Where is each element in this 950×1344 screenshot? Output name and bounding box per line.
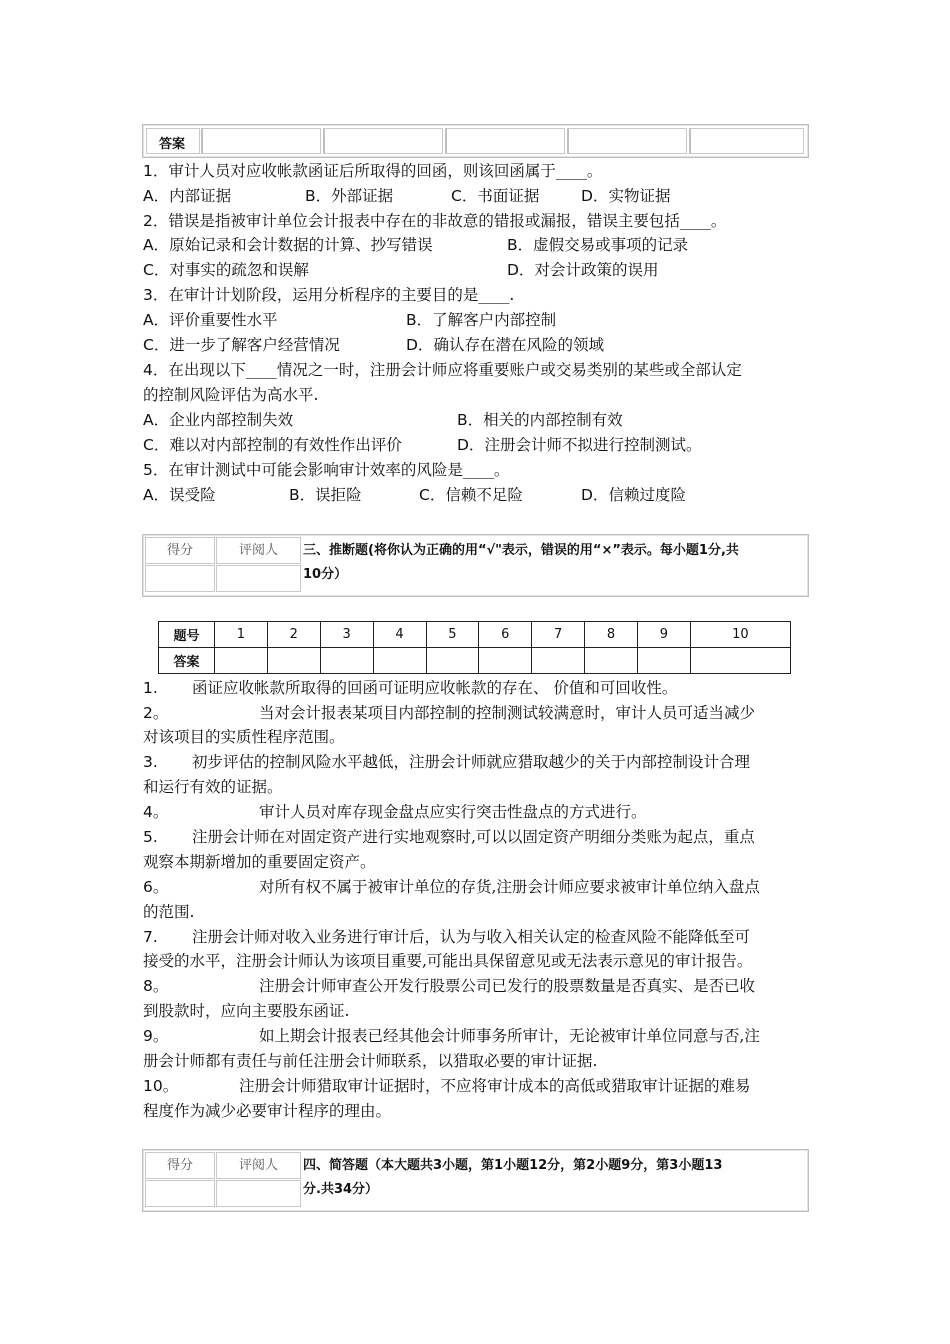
tf-answer-cell [267, 648, 320, 674]
score-cell-value [145, 1180, 215, 1207]
option-text: 内部证据 [169, 187, 232, 205]
tf-number: 9 [638, 622, 691, 648]
option-text: 对会计政策的误用 [534, 261, 659, 279]
tf-answer-cell [373, 648, 426, 674]
score-cell-label [145, 1152, 215, 1179]
answer-cell-5 [689, 128, 804, 154]
option-text: 外部证据 [331, 187, 394, 205]
answer-cell-3 [445, 128, 565, 154]
tf-answer-cell [215, 648, 268, 674]
section4-header-table [142, 1149, 809, 1212]
option-text: 对事实的疏忽和误解 [169, 261, 309, 279]
option-text: 信赖不足险 [445, 486, 523, 504]
tf-number: 4 [373, 622, 426, 648]
option-text: 进一步了解客户经营情况 [169, 336, 340, 354]
reviewer-cell-label [216, 537, 301, 564]
answer-cell-1 [201, 128, 321, 154]
exam-page: 答案 1．审计人员对应收帐款函证后所取得的回函，则该回函属于____。 A．内部证据 B．外部证据 C．书面证据 D．实物证据 2．错误是指被审计单位会计报表中存在的非故意的错报或漏报，错误主要包括____。 A．原始记录和会计数据的计算、抄写错误 B．虚假交易或事项的记录 C．对事实的疏忽和误解 D．对会计政策的误用 3．在审计计划阶段，运用分析程序的主要目的是____. A．评价重要性水平 B．了解客户内部控制 C．进一步了解客户经营情况 D．确认存在潜在风险的领域 4．在出现以下____情况之一时，注册会计师应将重要账户或交易类别的某些或全部认定 的控制风险评估为高水平. A．企业内部控制失效 B．相关的内部控制有效 C．难以对内部控制的有效性作出评价 D．注册会计师不拟进行控制测试。 5．在审计测试中可能会影响审计效率的风险是____。 A．误受险 B．误拒险 C．信赖不足险 D．信赖过度险 得分 评阅人 三、推断题(将你认为正确的用“√"表示，错误的用“×”表示。每小题1分,共 10分） 题号 1 2 3 4 5 6 7 8 9 10 答案 1. 函证应收帐款所取得的回函可证明应收帐款的存在、 价值和可回收性。 2。 当对会计报表某项目内部控制的控制测试较满意时，审计人员可适当减少 对该项目的实质性程序范围。 3. 初步评估的控制风险水平越低，注册会计师就应猎取越少的关于内部控制设计合理 和运行有效的证据。 4。 审计人员对库存现金盘点应实行突击性盘点的方式进行。 5. 注册会计师在对固定资产进行实地观察时,可以以固定资产明细分类账为起点，重点 观察本期新增加的重要固定资产。 6。 对所有权不属于被审计单位的存货,注册会计师应要求被审计单位纳入盘点 的范围. 7. 注册会计师对收入业务进行审计后，认为与收入相关认定的检查风险不能降低至可 接受的水平，注册会计师认为该项目重要,可能出具保留意见或无法表示意见的审计报告。 8。 注册会计师审查公开发行股票公司已发行的股票数量是否真实、是否已收 到股款时，应向主要股东函证. 9。 如上期会计报表已经其他会计师事务所审计，无论被审计单位同意与否,注 册会计师都有责任与前任注册会计师联系，以猎取必要的审计证据. 10。 注册会计师猎取审计证据时，不应将审计成本的高低或猎取审计证据的难易 程度作为减少必要审计程序的理由。 得分 评阅人 四、简答题（本大题共3小题，第1小题12分，第2小题9分，第3小题13 分.共34分） [0, 0, 950, 1344]
tf-number: 7 [532, 622, 585, 648]
tf-number: 5 [426, 622, 479, 648]
answer-label: 答案 [159, 137, 186, 152]
reviewer-cell-value [216, 565, 301, 592]
tf-number: 3 [320, 622, 373, 648]
tf-answer-cell [532, 648, 585, 674]
tf-answer-cell [320, 648, 373, 674]
option-text: 注册会计师不拟进行控制测试。 [484, 436, 702, 454]
reviewer-label: 评阅人 [238, 1158, 278, 1173]
option-text: 虚假交易或事项的记录 [533, 236, 689, 254]
tf-number: 10 [690, 622, 790, 648]
tf-answer-cell [585, 648, 638, 674]
tf-number: 8 [585, 622, 638, 648]
answer-label-cell [146, 128, 200, 154]
tf-answer-cell [426, 648, 479, 674]
section3-header-table [142, 534, 809, 597]
option-text: 原始记录和会计数据的计算、抄写错误 [169, 236, 433, 254]
option-text: 误受险 [169, 486, 216, 504]
tf-number-header: 题号 [159, 622, 215, 648]
answer-cell-4 [567, 128, 687, 154]
option-text: 相关的内部控制有效 [483, 411, 623, 429]
option-text: 误拒险 [315, 486, 362, 504]
option-text: 实物证据 [608, 187, 671, 205]
tf-answer-cell [638, 648, 691, 674]
reviewer-cell-label [216, 1152, 301, 1179]
option-text: 了解客户内部控制 [432, 311, 557, 329]
tf-answer-grid [158, 621, 791, 674]
tf-answer-cell [690, 648, 790, 674]
score-label: 得分 [166, 1158, 193, 1173]
answer-cell-2 [323, 128, 443, 154]
top-answer-table [142, 124, 809, 158]
tf-answer-cell [479, 648, 532, 674]
mc-question-text-cont: 的控制风险评估为高水平. [143, 386, 319, 404]
option-text: 书面证据 [477, 187, 540, 205]
tf-number: 2 [267, 622, 320, 648]
option-text: 确认存在潜在风险的领域 [433, 336, 604, 354]
tf-number: 6 [479, 622, 532, 648]
section3-title: 三、推断题(将你认为正确的用“√"表示，错误的用“×”表示。每小题1分,共 10分） [303, 543, 739, 582]
option-text: 难以对内部控制的有效性作出评价 [169, 436, 402, 454]
score-cell-value [145, 565, 215, 592]
reviewer-label: 评阅人 [238, 543, 278, 558]
mc-question-text: 错误是指被审计单位会计报表中存在的非故意的错报或漏报，错误主要包括____。 [168, 212, 727, 230]
section4-title: 四、简答题（本大题共3小题，第1小题12分，第2小题9分，第3小题13 分.共34分） [303, 1158, 723, 1197]
score-label: 得分 [166, 543, 193, 558]
reviewer-cell-value [216, 1180, 301, 1207]
option-text: 评价重要性水平 [169, 311, 278, 329]
mc-question-text: 在出现以下____情况之一时，注册会计师应将重要账户或交易类别的某些或全部认定 [168, 361, 742, 379]
tf-number: 1 [215, 622, 268, 648]
score-cell-label [145, 537, 215, 564]
option-text: 信赖过度险 [608, 486, 686, 504]
mc-question-text: 审计人员对应收帐款函证后所取得的回函，则该回函属于____。 [168, 162, 603, 180]
option-text: 企业内部控制失效 [169, 411, 294, 429]
tf-answer-header: 答案 [159, 648, 215, 674]
mc-question-text: 在审计计划阶段，运用分析程序的主要目的是____. [168, 286, 515, 304]
mc-question-text: 在审计测试中可能会影响审计效率的风险是____。 [168, 461, 510, 479]
